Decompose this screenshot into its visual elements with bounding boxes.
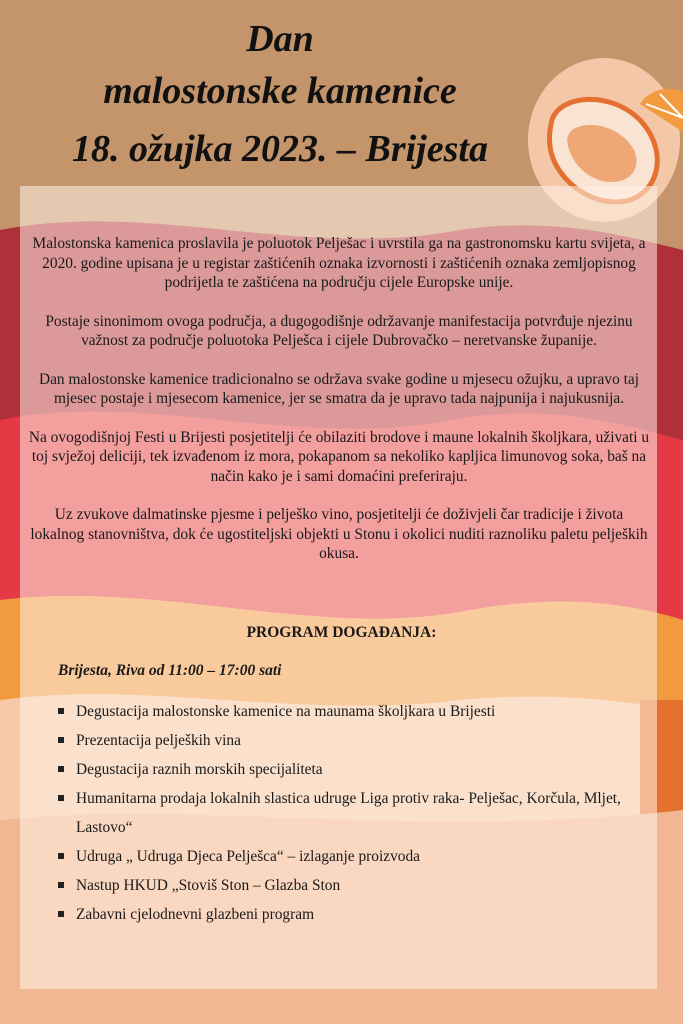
list-item: Degustacija malostonske kamenice na maunama školjkara u Brijesti xyxy=(58,697,648,726)
intro-paragraph-4: Na ovogodišnjoj Festi u Brijesti posjetitelji će obilaziti brodove i maune lokalnih školjkara, uživati u toj svježoj deliciji, tek izvađenom iz mora, pokapanom sa nekoliko kapljica limunovog soka, baš na način kako je i sami domaćini preferiraju. xyxy=(28,428,650,485)
bullet-icon xyxy=(58,766,64,772)
intro-paragraph-5: Uz zvukove dalmatinske pjesme i pelješko vino, posjetitelji će doživjeli čar tradicije i života lokalnog stanovništva, dok će ugostiteljski objekti u Stonu i okolici nuditi raznoliku paletu peljeških okusa. xyxy=(30,506,648,562)
program-heading: PROGRAM DOGAĐANJA: xyxy=(246,624,437,641)
intro-text xyxy=(26,234,652,583)
title-line-1: Dan xyxy=(246,18,314,60)
bullet-icon xyxy=(58,737,64,743)
bullet-icon xyxy=(58,882,64,888)
list-item: Humanitarna prodaja lokalnih slastica udruge Liga protiv raka- Pelješac, Korčula, Mljet, Lastovo“ xyxy=(58,784,648,842)
program-list xyxy=(58,697,648,929)
title-line-3: 18. ožujka 2023. – Brijesta xyxy=(72,128,488,170)
bullet-icon xyxy=(58,708,64,714)
list-item: Prezentacija peljeških vina xyxy=(58,726,648,755)
list-item: Nastup HKUD „Stoviš Ston – Glazba Ston xyxy=(58,871,648,900)
bullet-icon xyxy=(58,853,64,859)
title-line-2: malostonske kamenice xyxy=(103,70,457,112)
bullet-icon xyxy=(58,911,64,917)
intro-paragraph-3: Dan malostonske kamenice tradicionalno se održava svake godine u mjesecu ožujku, a upravo taj mjesec postaje i mjesecom kamenice, jer se smatra da je upravo tada najpunija i najukusnija. xyxy=(38,370,640,407)
list-item: Udruga „ Udruga Djeca Pelješca“ – izlaganje proizvoda xyxy=(58,842,648,871)
list-item: Zabavni cjelodnevni glazbeni program xyxy=(58,900,648,929)
intro-paragraph-1: Malostonska kamenica proslavila je poluotok Pelješac i uvrstila ga na gastronomsku kartu svijeta, a 2020. godine upisana je u registar zaštićenih oznaka izvornosti i zaštićenih oznaka zemljopisnog podrijetla te zaštićena na području cijele Europske unije. xyxy=(32,235,646,291)
bullet-icon xyxy=(58,795,64,801)
program-location-time: Brijesta, Riva od 11:00 – 17:00 sati xyxy=(58,662,282,679)
intro-paragraph-2: Postaje sinonimom ovoga područja, a dugogodišnje održavanje manifestacija potvrđuje njezinu važnost za područje poluotoka Pelješca i cijele Dubrovačko – neretvanske županije. xyxy=(45,312,633,349)
list-item: Degustacija raznih morskih specijaliteta xyxy=(58,755,648,784)
